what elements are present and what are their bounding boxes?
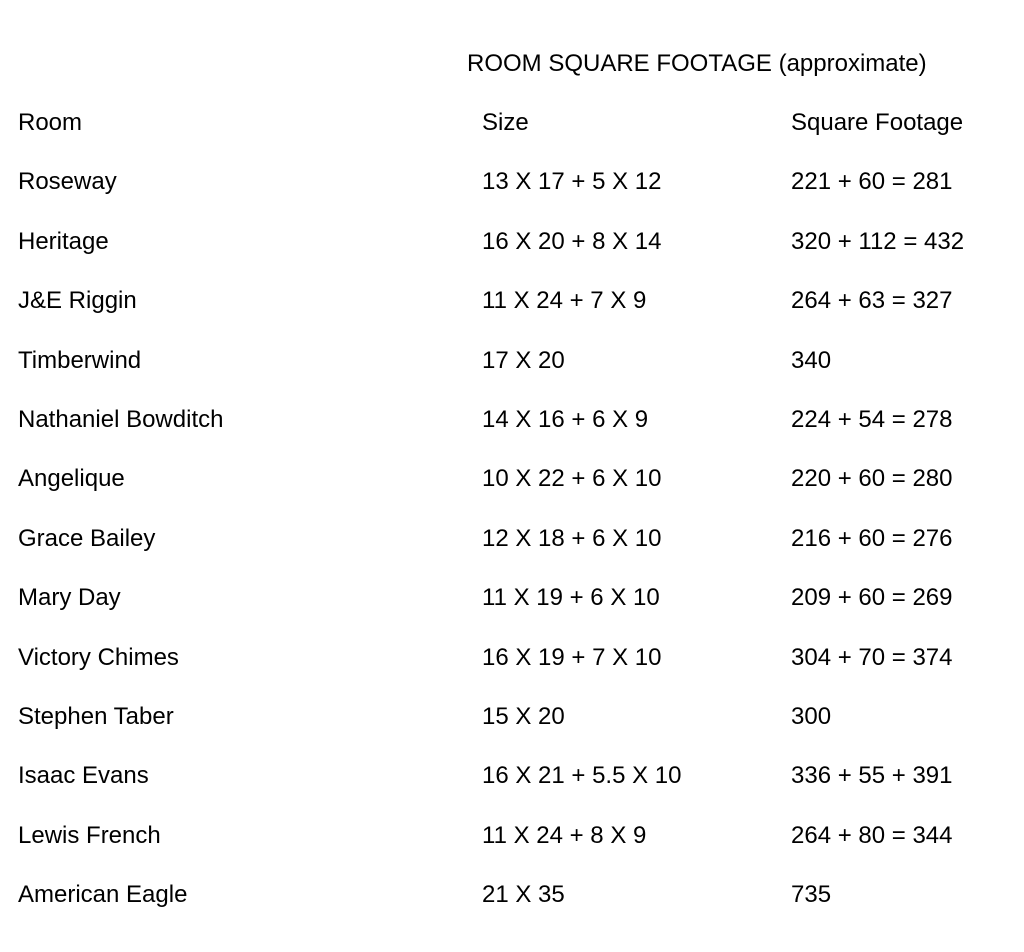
square-footage-cell: 304 + 70 = 374	[791, 643, 953, 671]
square-footage-cell: 216 + 60 = 276	[791, 524, 953, 552]
square-footage-cell: 735	[791, 881, 832, 909]
square-footage-cell: 221 + 60 = 281	[791, 168, 953, 196]
size-cell: 10 X 22 + 6 X 10	[482, 465, 662, 493]
room-cell: Nathaniel Bowditch	[18, 405, 224, 433]
size-cell: 11 X 24 + 8 X 9	[482, 821, 647, 849]
square-footage-cell: 336 + 55 + 391	[791, 762, 953, 790]
size-cell: 12 X 18 + 6 X 10	[482, 524, 662, 552]
room-cell: J&E Riggin	[18, 287, 137, 315]
room-cell: Lewis French	[18, 821, 161, 849]
size-cell: 21 X 35	[482, 881, 565, 909]
square-footage-cell: 224 + 54 = 278	[791, 405, 953, 433]
room-cell: Victory Chimes	[18, 643, 179, 671]
size-cell: 11 X 19 + 6 X 10	[482, 584, 660, 612]
table-row	[18, 583, 1008, 642]
table-row	[18, 227, 1008, 286]
square-footage-cell: 340	[791, 346, 832, 374]
room-cell: Grace Bailey	[18, 524, 156, 552]
page-title: ROOM SQUARE FOOTAGE (approximate)	[467, 50, 927, 77]
header-square-footage: Square Footage	[791, 109, 964, 136]
square-footage-cell: 220 + 60 = 280	[791, 465, 953, 493]
table-row	[18, 464, 1008, 523]
size-cell: 11 X 24 + 7 X 9	[482, 287, 647, 315]
square-footage-cell: 264 + 63 = 327	[791, 287, 953, 315]
table-row	[18, 880, 1008, 939]
table-row	[18, 702, 1008, 761]
room-cell: Roseway	[18, 168, 117, 196]
size-cell: 13 X 17 + 5 X 12	[482, 168, 662, 196]
table-row	[18, 346, 1008, 405]
room-table	[18, 108, 1008, 939]
table-header-row	[18, 108, 1008, 167]
table-row	[18, 524, 1008, 583]
room-cell: Isaac Evans	[18, 762, 149, 790]
room-cell: Angelique	[18, 465, 125, 493]
square-footage-cell: 300	[791, 702, 832, 730]
square-footage-cell: 264 + 80 = 344	[791, 821, 953, 849]
table-row	[18, 821, 1008, 880]
room-cell: Timberwind	[18, 346, 142, 374]
size-cell: 16 X 19 + 7 X 10	[482, 643, 662, 671]
room-cell: Stephen Taber	[18, 702, 174, 730]
table-row	[18, 286, 1008, 345]
size-cell: 15 X 20	[482, 702, 565, 730]
header-room: Room	[18, 109, 83, 136]
table-row	[18, 761, 1008, 820]
square-footage-cell: 209 + 60 = 269	[791, 584, 953, 612]
size-cell: 16 X 20 + 8 X 14	[482, 227, 662, 255]
size-cell: 14 X 16 + 6 X 9	[482, 405, 649, 433]
size-cell: 17 X 20	[482, 346, 565, 374]
square-footage-cell: 320 + 112 = 432	[791, 227, 965, 255]
room-cell: Heritage	[18, 227, 109, 255]
room-cell: American Eagle	[18, 881, 188, 909]
table-row	[18, 643, 1008, 702]
header-size: Size	[482, 109, 529, 136]
table-row	[18, 167, 1008, 226]
room-cell: Mary Day	[18, 584, 121, 612]
size-cell: 16 X 21 + 5.5 X 10	[482, 762, 682, 790]
table-row	[18, 405, 1008, 464]
